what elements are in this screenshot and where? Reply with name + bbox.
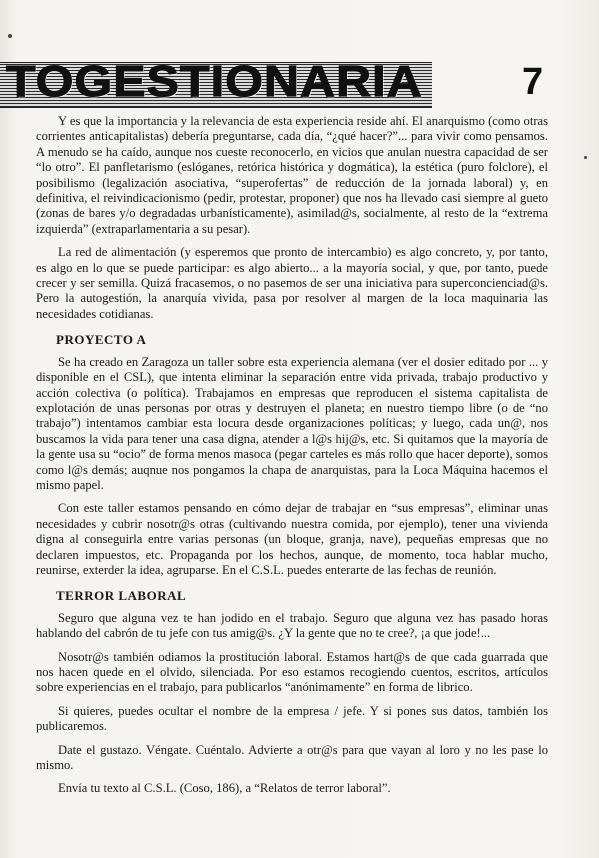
intro-paragraph: Y es que la importancia y la relevancia de esta experiencia reside ahí. El anarquismo (como otras corrientes anticapitalistas) debería preguntarse, cada día, “¿qué hacer?”... para vivir como pensamos. A menudo se ha caído, aunque nos cueste reconocerlo, en vicios que anulan nuestra capacidad de ser “lo otro”. El panfletarismo (eslóganes, retórica histórica y dogmática), la estética (puro folclore), el posibilismo (legalización asociativa, “superofertas” de reducción de la jornada laboral) y, en definitiva, el reivindicacionismo (pedir, protestar, proponer) que nos ha llevado casi siempre al gueto (zonas de bares y/o degradadas urbanísticamente), asimilad@s, socialmente, al resto de la “extrema izquierda” (extraparlamentaria a su pesar).: [36, 114, 548, 236]
terror-laboral-paragraph: Seguro que alguna vez te han jodido en el trabajo. Seguro que alguna vez has pasado horas hablando del cabrón de tu jefe con tus amig@s. ¿Y la gente que no te cree?, ¡a que jode!...: [36, 610, 548, 641]
heading-terror-laboral: TERROR LABORAL: [56, 588, 187, 604]
terror-laboral-paragraph: Nosotr@s también odiamos la prostitución laboral. Estamos hart@s de que cada guarrada que nos hacen quede en el olvido, silenciada. Por eso estamos recogiendo cuentos, escritos, artículos sobre experiencias en el trabajo, para publicarlos “anónimamente” en forma de librico.: [36, 649, 548, 695]
terror-laboral-paragraph: Envía tu texto al C.S.L. (Coso, 186), a “Relatos de terror laboral”.: [58, 781, 391, 796]
terror-laboral-paragraph: Si quieres, puedes ocultar el nombre de la empresa / jefe. Y si pones sus datos, también los publicaremos.: [36, 703, 548, 734]
terror-laboral-paragraph: Date el gustazo. Véngate. Cuéntalo. Advierte a otr@s para que vayan al loro y no les pase lo mismo.: [36, 742, 548, 773]
proyecto-a-paragraph: Se ha creado en Zaragoza un taller sobre esta experiencia alemana (ver el dosier editado por ... y disponible en el CSL), que intenta eliminar la separación entre vida privada, trabajo productivo y acción colectiva (o política). Trabajamos en empresas que reproducen el sistema capitalista de explotación de unas personas por otras y destruyen el planeta; en nuestro tiempo libre (o de “no trabajo”) intentamos cambiar esta locura desde organizaciones políticas; y luego, cada un@, nos buscamos la vida para tener una casa digna, atender a l@s hij@s, etc. Si quitamos que la mayoría de la gente usa su “ocio” de forma menos masoca (pegar carteles es más rollo que hacer deporte), somos como l@s demás; auqnue nos pongamos la chapa de anarquistas, para la Loca Máquina hacemos el mismo papel.: [36, 354, 548, 492]
intro-paragraph: La red de alimentación (y esperemos que pronto de intercambio) es algo concreto, y, por tanto, es algo en lo que se puede participar: es algo abierto... a la mayoría social, y que, por tanto, puede crecer y ser semilla. Quizá fracasemos, o no pasemos de ser una iniciativa para superconcienciad@s. Pero la autogestión, la anarquía vivida, pasa por resolver al margen de la loca maquinaria las necesidades cotidianas.: [36, 245, 548, 321]
article-body: [36, 114, 548, 805]
scan-speck: [8, 34, 12, 38]
scan-speck: [584, 156, 587, 159]
heading-proyecto-a: PROYECTO A: [56, 332, 147, 348]
proyecto-a-paragraph: Con este taller estamos pensando en cómo dejar de trabajar en “sus empresas”, eliminar unas necesidades y cubrir nosotr@s otras (cultivando nuestra comida, por ejemplo), tener una vivienda digna al conseguirla entre varias personas (un bloque, granja, nave), pequeñas empresas que no declaren impuestos, etc. Propaganda por los hechos, aunque, de momento, toca hablar mucho, reunirse, exterder la idea, agruparse. En el C.S.L. puedes enterarte de las fechas de reunión.: [36, 501, 548, 577]
page-number: 7: [522, 61, 544, 103]
section-title: TOGESTIONARIA: [6, 57, 423, 106]
